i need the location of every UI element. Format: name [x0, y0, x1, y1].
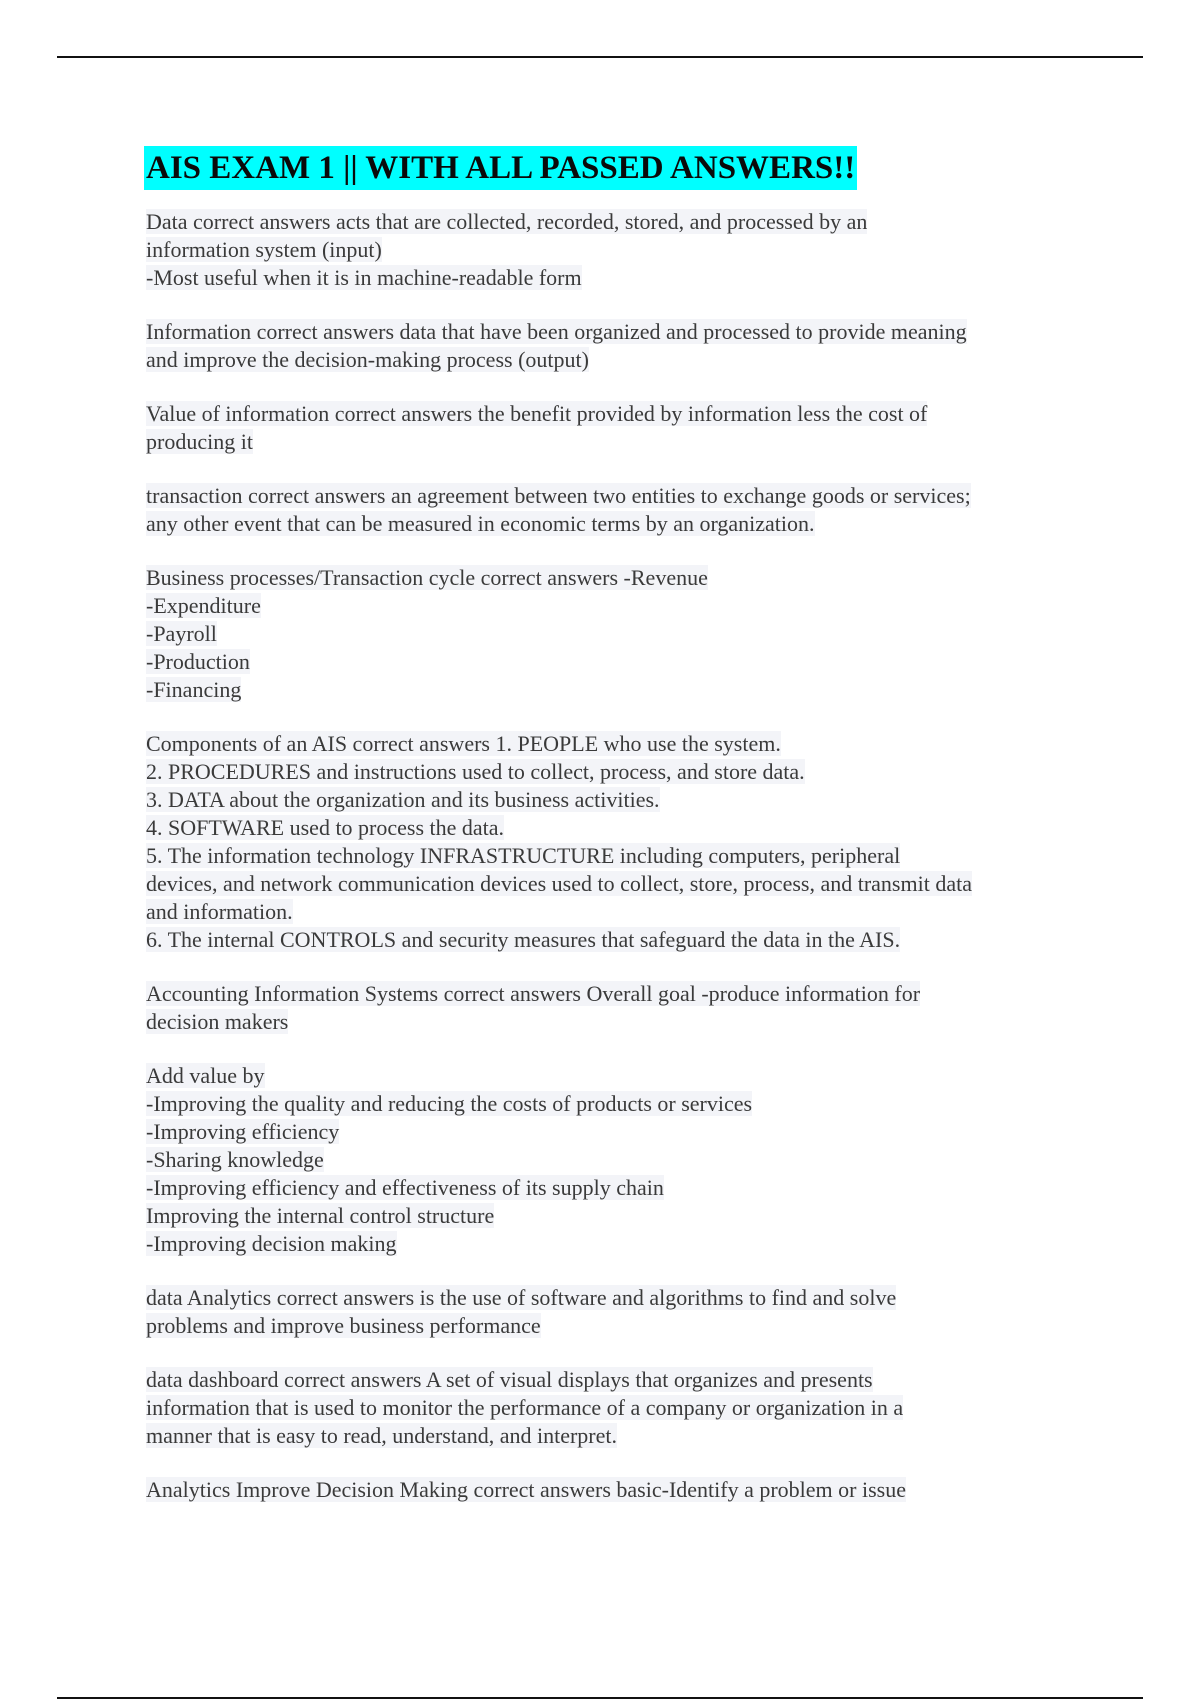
document-title: AIS EXAM 1 || WITH ALL PASSED ANSWERS!!	[144, 146, 857, 190]
entry-text: -Sharing knowledge	[146, 1147, 324, 1172]
entry-line	[146, 814, 1076, 842]
entry-text: data Analytics correct answers is the use of software and algorithms to find and solve	[146, 1285, 897, 1310]
entry-line	[146, 1230, 1076, 1258]
entry-line	[146, 1118, 1076, 1146]
qa-entry	[146, 208, 1076, 292]
qa-entry	[146, 1476, 1076, 1504]
entry-text: and improve the decision-making process (output)	[146, 347, 589, 372]
top-rule	[57, 56, 1143, 58]
entry-line	[146, 564, 1076, 592]
entry-line	[146, 346, 1076, 374]
entry-text: data dashboard correct answers A set of visual displays that organizes and presents	[146, 1367, 873, 1392]
entry-text: Analytics Improve Decision Making correct answers basic-Identify a problem or issue	[146, 1477, 906, 1502]
entry-line	[146, 1366, 1076, 1394]
entry-text: -Financing	[146, 677, 242, 702]
entry-text: decision makers	[146, 1009, 289, 1034]
entry-text: problems and improve business performance	[146, 1313, 541, 1338]
qa-entry	[146, 400, 1076, 456]
entry-text: Accounting Information Systems correct answers Overall goal -produce information for	[146, 981, 921, 1006]
entry-text: and information.	[146, 899, 293, 924]
entry-line	[146, 730, 1076, 758]
qa-entry	[146, 1062, 1076, 1258]
entry-text: -Improving efficiency and effectiveness of its supply chain	[146, 1175, 664, 1200]
entry-line	[146, 1312, 1076, 1340]
entry-line	[146, 676, 1076, 704]
entry-line	[146, 1146, 1076, 1174]
document-body	[146, 146, 1076, 1530]
entry-line	[146, 1284, 1076, 1312]
entry-text: Improving the internal control structure	[146, 1203, 495, 1228]
entry-line	[146, 648, 1076, 676]
entry-line	[146, 786, 1076, 814]
entry-text: Information correct answers data that have been organized and processed to provide meaning	[146, 319, 967, 344]
entry-text: 5. The information technology INFRASTRUCTURE including computers, peripheral	[146, 843, 901, 868]
entry-line	[146, 510, 1076, 538]
entry-line	[146, 592, 1076, 620]
entry-text: -Payroll	[146, 621, 217, 646]
entry-line	[146, 1476, 1076, 1504]
entry-text: 4. SOFTWARE used to process the data.	[146, 815, 505, 840]
entry-line	[146, 620, 1076, 648]
entry-text: 6. The internal CONTROLS and security measures that safeguard the data in the AIS.	[146, 927, 901, 952]
entry-text: information that is used to monitor the performance of a company or organization in a	[146, 1395, 904, 1420]
entry-line	[146, 236, 1076, 264]
qa-entry	[146, 1284, 1076, 1340]
entry-text: Add value by	[146, 1063, 265, 1088]
qa-entry	[146, 1366, 1076, 1450]
entry-text: -Improving decision making	[146, 1231, 397, 1256]
qa-entry	[146, 482, 1076, 538]
entry-line	[146, 870, 1076, 898]
entry-text: producing it	[146, 429, 253, 454]
entry-line	[146, 1394, 1076, 1422]
entry-line	[146, 400, 1076, 428]
entry-text: Value of information correct answers the benefit provided by information less the cost of	[146, 401, 928, 426]
entry-text: Data correct answers acts that are collected, recorded, stored, and processed by an	[146, 209, 868, 234]
entry-line	[146, 898, 1076, 926]
entry-text: devices, and network communication devices used to collect, store, process, and transmit data	[146, 871, 972, 896]
entry-text: 3. DATA about the organization and its business activities.	[146, 787, 660, 812]
entry-text: -Expenditure	[146, 593, 261, 618]
entry-text: manner that is easy to read, understand, and interpret.	[146, 1423, 618, 1448]
entry-text: transaction correct answers an agreement between two entities to exchange goods or services;	[146, 483, 971, 508]
entry-text: information system (input)	[146, 237, 382, 262]
entry-line	[146, 482, 1076, 510]
entry-text: Components of an AIS correct answers 1. PEOPLE who use the system.	[146, 731, 781, 756]
qa-entry	[146, 564, 1076, 704]
entry-line	[146, 208, 1076, 236]
entry-line	[146, 1422, 1076, 1450]
entry-text: Business processes/Transaction cycle correct answers -Revenue	[146, 565, 708, 590]
entry-text: -Production	[146, 649, 250, 674]
entry-line	[146, 264, 1076, 292]
entry-line	[146, 318, 1076, 346]
entry-line	[146, 842, 1076, 870]
entry-line	[146, 758, 1076, 786]
entry-text: -Most useful when it is in machine-readable form	[146, 265, 582, 290]
entry-text: -Improving the quality and reducing the costs of products or services	[146, 1091, 753, 1116]
entry-line	[146, 926, 1076, 954]
bottom-rule	[57, 1697, 1143, 1699]
qa-entry	[146, 730, 1076, 954]
entry-line	[146, 1174, 1076, 1202]
entry-text: 2. PROCEDURES and instructions used to collect, process, and store data.	[146, 759, 805, 784]
entry-line	[146, 1202, 1076, 1230]
entry-text: -Improving efficiency	[146, 1119, 340, 1144]
entry-line	[146, 1062, 1076, 1090]
entry-line	[146, 1090, 1076, 1118]
entry-line	[146, 1008, 1076, 1036]
qa-entry	[146, 980, 1076, 1036]
entry-text: any other event that can be measured in economic terms by an organization.	[146, 511, 815, 536]
entry-list	[146, 208, 1076, 1504]
entry-line	[146, 428, 1076, 456]
qa-entry	[146, 318, 1076, 374]
entry-line	[146, 980, 1076, 1008]
